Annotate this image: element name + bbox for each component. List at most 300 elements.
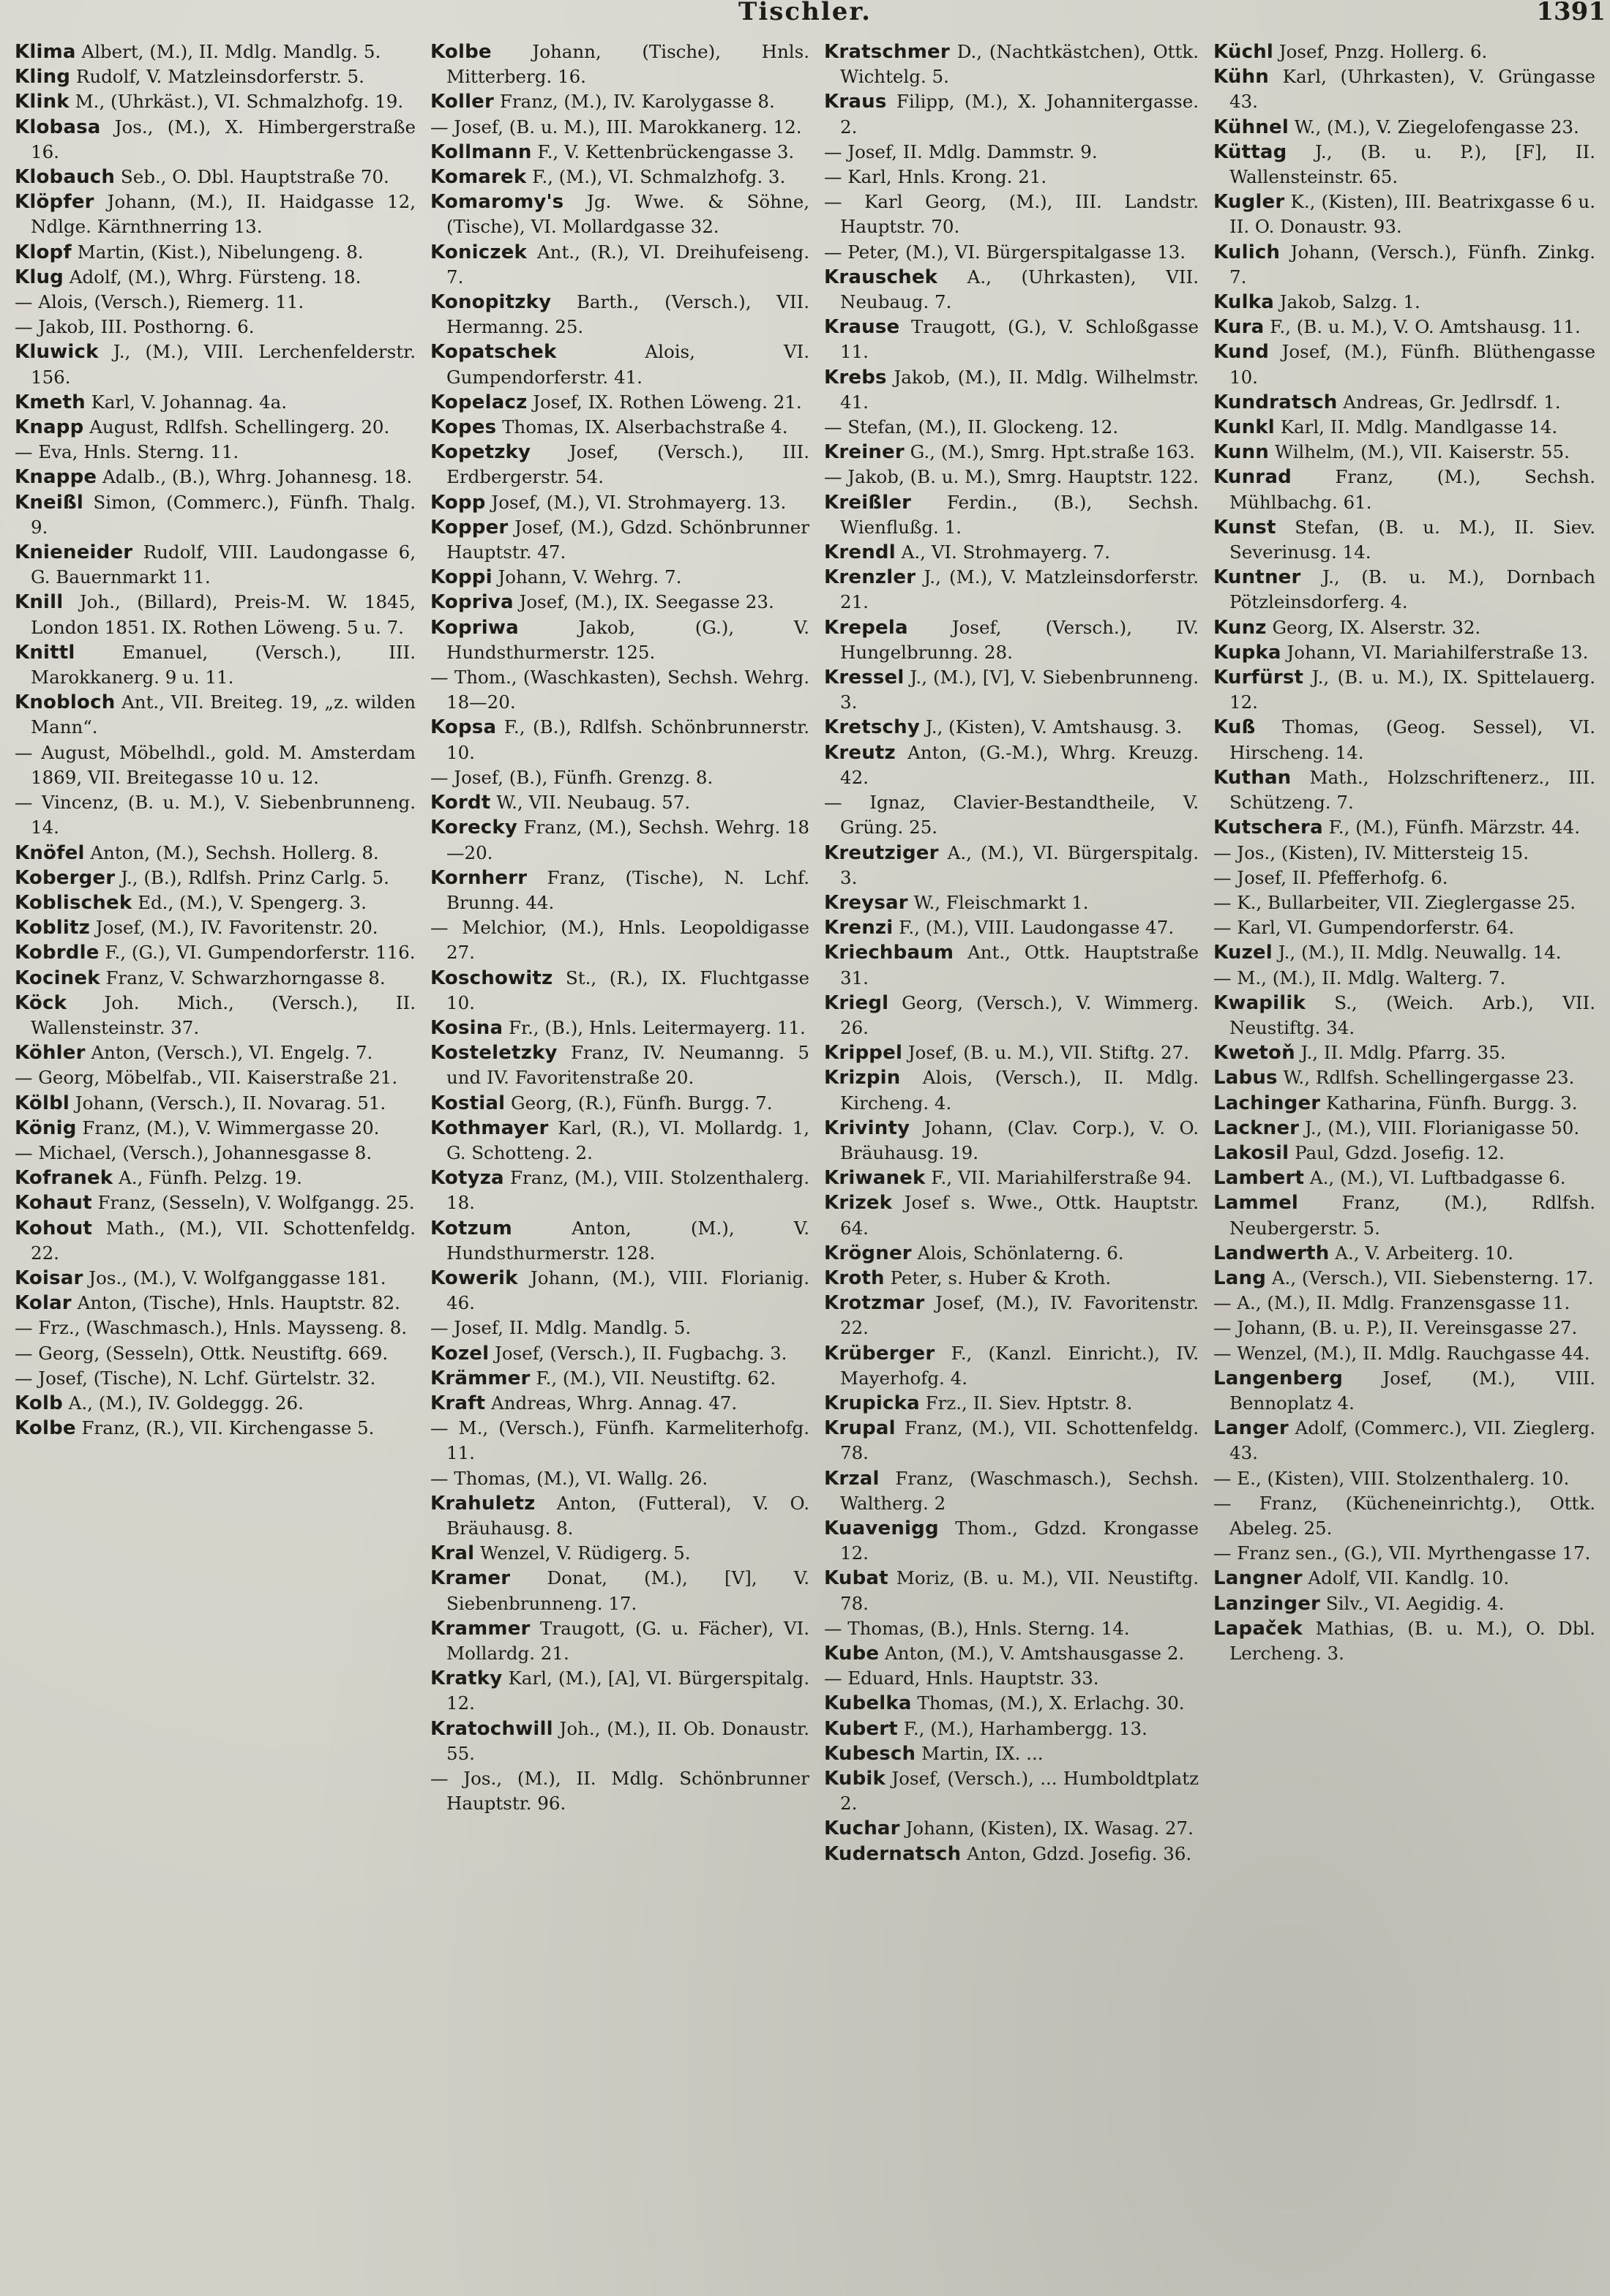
entry-details: Johann, VI. Mariahilferstraße 13.: [1281, 641, 1589, 663]
entry-details: Franz, (M.), VII. Schottenfeldg. 78.: [840, 1417, 1199, 1464]
directory-entry: [1213, 339, 1595, 389]
directory-entry: [15, 40, 416, 64]
entry-details: Josef, (M.), VIII. Bennoplatz 4.: [1229, 1367, 1595, 1414]
entry-name: Krebs: [824, 366, 887, 389]
entry-name: Kutschera: [1213, 817, 1323, 839]
directory-entry: [1213, 1065, 1595, 1090]
directory-entry: [824, 615, 1199, 665]
entry-name: Kuthan: [1213, 766, 1292, 789]
directory-entry: [824, 1391, 1199, 1416]
directory-entry: [1213, 290, 1595, 315]
directory-entry: [824, 1341, 1199, 1391]
entry-details: — Jakob, (B. u. M.), Smrg. Hauptstr. 122.: [824, 466, 1199, 488]
entry-name: Kudernatsch: [824, 1842, 962, 1865]
entry-name: Kopes: [430, 416, 497, 439]
directory-entry: [1213, 866, 1595, 890]
entry-name: Kuchar: [824, 1817, 900, 1840]
entry-details: Adolf, (M.), Whrg. Fürsteng. 18.: [63, 266, 362, 288]
entry-name: Köck: [15, 991, 67, 1014]
entry-name: Kopper: [430, 516, 509, 539]
directory-entry: [824, 1190, 1199, 1240]
directory-entry: [430, 1341, 809, 1366]
directory-entry: [430, 715, 809, 765]
entry-details: Karl, (Uhrkasten), V. Grüngasse 43.: [1229, 66, 1595, 113]
directory-entry: [1213, 465, 1595, 514]
entry-name: Kuzel: [1213, 942, 1273, 964]
entry-details: — August, Möbelhdl., gold. M. Amsterdam 1869, VII. Breitegasse 10 u. 12.: [15, 741, 416, 788]
entry-name: Kolbe: [15, 1417, 76, 1440]
directory-entry: [1213, 841, 1595, 866]
entry-name: Lanzinger: [1213, 1592, 1321, 1615]
entry-name: Krendl: [824, 541, 896, 564]
entry-details: W., VII. Neubaug. 57.: [490, 792, 691, 814]
entry-name: Krupicka: [824, 1392, 920, 1414]
directory-entry: [430, 1116, 809, 1166]
entry-details: Georg, (Versch.), V. Wimmerg. 26.: [840, 991, 1199, 1038]
entry-name: Kund: [1213, 341, 1270, 364]
directory-entry: [1213, 1190, 1595, 1240]
directory-entry: [430, 1491, 809, 1541]
entry-details: Andreas, Gr. Jedlrsdf. 1.: [1337, 391, 1561, 413]
entry-name: Kundratsch: [1213, 391, 1338, 413]
entry-name: Krivinty: [824, 1117, 910, 1139]
entry-details: J., (M.), VIII. Florianigasse 50.: [1299, 1117, 1580, 1138]
entry-details: Jg. Wwe. & Söhne, (Tische), VI. Mollardgasse 32.: [446, 191, 809, 238]
entry-details: — Jos., (M.), II. Mdlg. Schönbrunner Hauptstr. 96.: [430, 1768, 809, 1815]
directory-entry: [15, 640, 416, 690]
entry-details: Josef, (M.), Gdzd. Schönbrunner Hauptstr. 47.: [446, 516, 809, 563]
directory-entry: [430, 165, 809, 190]
entry-details: Ant., Ottk. Hauptstraße 31.: [840, 942, 1199, 988]
entry-details: Martin, (Kist.), Nibelungeng. 8.: [71, 241, 364, 263]
directory-entry: [824, 465, 1199, 489]
entry-name: Kopsa: [430, 716, 497, 739]
entry-details: A., V. Arbeiterg. 10.: [1329, 1242, 1513, 1264]
entry-name: Krepela: [824, 616, 908, 639]
directory-entry: [15, 740, 416, 790]
entry-name: Kuntner: [1213, 566, 1301, 589]
entry-details: Josef, (B. u. M.), VII. Stiftg. 27.: [902, 1042, 1189, 1064]
directory-entry: [824, 1266, 1199, 1291]
directory-entry: [1213, 565, 1595, 615]
entry-details: Josef, (M.), VI. Strohmayerg. 13.: [485, 491, 787, 513]
directory-entry: [824, 165, 1199, 190]
directory-entry: [1213, 64, 1595, 114]
directory-entry: [824, 1241, 1199, 1266]
entry-name: Krauschek: [824, 266, 938, 288]
directory-entry: [824, 1116, 1199, 1166]
entry-details: A., VI. Strohmayerg. 7.: [895, 541, 1111, 563]
entry-details: Anton, (Futteral), V. O. Bräuhausg. 8.: [446, 1492, 809, 1539]
entry-details: J., (M.), II. Mdlg. Neuwallg. 14.: [1272, 942, 1562, 964]
directory-entry: [824, 315, 1199, 364]
entry-name: Labus: [1213, 1067, 1278, 1089]
directory-entry: [430, 89, 809, 114]
entry-name: Kopelacz: [430, 391, 528, 413]
directory-entry: [824, 841, 1199, 890]
entry-details: F., (B. u. M.), V. O. Amtshausg. 11.: [1264, 316, 1581, 338]
directory-entry: [1213, 115, 1595, 140]
entry-details: Math., Holzschriftenerz., III. Schützeng. 7.: [1229, 766, 1595, 814]
directory-entry: [1213, 765, 1595, 815]
entry-name: Kriechbaum: [824, 942, 954, 964]
directory-entry: [824, 1466, 1199, 1516]
directory-entry: [15, 991, 416, 1040]
entry-details: Simon, (Commerc.), Fünfh. Thalg. 9.: [31, 491, 416, 538]
entry-details: — Stefan, (M.), II. Glockeng. 12.: [824, 416, 1119, 438]
entry-details: — Wenzel, (M.), II. Mdlg. Rauchgasse 44.: [1213, 1342, 1590, 1364]
entry-details: — Johann, (B. u. P.), II. Vereinsgasse 27.: [1213, 1317, 1578, 1339]
entry-details: Johann, (Clav. Corp.), V. O. Bräuhausg. 19.: [840, 1117, 1199, 1163]
entry-name: Kosina: [430, 1016, 503, 1039]
entry-name: Lackner: [1213, 1117, 1300, 1139]
directory-entry: [430, 790, 809, 815]
directory-entry: [1213, 665, 1595, 715]
entry-details: F., (M.), VI. Schmalzhofg. 3.: [526, 166, 786, 188]
entry-name: Kurfürst: [1213, 667, 1304, 689]
entry-name: Kostial: [430, 1092, 506, 1114]
entry-details: Josef, (Versch.), II. Fugbachg. 3.: [489, 1342, 787, 1364]
entry-details: Karl, V. Johannag. 4a.: [85, 391, 287, 413]
directory-entry: [15, 1391, 416, 1416]
entry-details: S., (Weich. Arb.), VII. Neustiftg. 34.: [1229, 991, 1595, 1038]
entry-details: Donat, (M.), [V], V. Siebenbrunneng. 17.: [446, 1567, 809, 1614]
directory-entry: [15, 465, 416, 489]
entry-name: Knobloch: [15, 691, 116, 714]
entry-details: Moriz, (B. u. M.), VII. Neustiftg. 78.: [840, 1567, 1199, 1614]
directory-entry: [15, 1266, 416, 1291]
entry-details: Paul, Gdzd. Josefig. 12.: [1289, 1141, 1505, 1163]
directory-entry: [15, 1040, 416, 1065]
directory-entry: [430, 440, 809, 489]
directory-entry: [824, 1516, 1199, 1566]
directory-entry: [1213, 1316, 1595, 1340]
entry-name: Kofranek: [15, 1167, 113, 1190]
directory-entry: [1213, 890, 1595, 915]
directory-entry: [824, 1717, 1199, 1741]
directory-entry: [1213, 190, 1595, 239]
directory-entry: [824, 1040, 1199, 1065]
entry-name: Kopriwa: [430, 616, 519, 639]
entry-name: Koniczek: [430, 241, 528, 263]
directory-entry: [824, 1741, 1199, 1766]
entry-details: J., (B. u. M.), IX. Spittelauerg. 12.: [1229, 667, 1595, 713]
entry-details: Ant., VII. Breiteg. 19, „z. wilden Mann“.: [31, 691, 416, 738]
entry-details: Alois, VI. Gumpendorferstr. 41.: [446, 341, 809, 388]
directory-entry: [430, 1717, 809, 1766]
entry-name: Krizpin: [824, 1067, 901, 1089]
entry-details: — Thomas, (M.), VI. Wallg. 26.: [430, 1467, 708, 1489]
directory-entry: [430, 1016, 809, 1040]
entry-details: Karl, II. Mdlg. Mandlgasse 14.: [1274, 416, 1558, 438]
directory-entry: [1213, 1341, 1595, 1366]
directory-entry: [430, 290, 809, 339]
entry-details: — M., (Versch.), Fünfh. Karmeliterhofg. 11.: [430, 1417, 809, 1464]
entry-details: — Franz sen., (G.), VII. Myrthengasse 17.: [1213, 1542, 1591, 1564]
entry-details: Jos., (M.), V. Wolfganggasse 181.: [83, 1267, 386, 1288]
entry-name: Krämmer: [430, 1367, 531, 1389]
directory-entry: [824, 1816, 1199, 1841]
entry-details: Emanuel, (Versch.), III. Marokkanerg. 9 u. 11.: [31, 641, 416, 689]
entry-details: Anton, (M.), V. Hundsthurmerstr. 128.: [446, 1217, 809, 1264]
entry-name: Knittl: [15, 641, 75, 664]
entry-details: — Michael, (Versch.), Johannesgasse 8.: [15, 1141, 372, 1163]
entry-name: Krizek: [824, 1192, 893, 1215]
directory-entry: [15, 690, 416, 740]
entry-details: — Karl, Hnls. Krong. 21.: [824, 166, 1047, 188]
directory-entry: [430, 765, 809, 790]
directory-entry: [824, 1166, 1199, 1190]
entry-name: Kunz: [1213, 616, 1267, 639]
entry-details: Andreas, Whrg. Annag. 47.: [485, 1392, 738, 1414]
entry-name: Kwetoň: [1213, 1042, 1295, 1065]
directory-entry: [824, 1766, 1199, 1816]
entry-name: Koppi: [430, 566, 493, 589]
entry-details: W., Fleischmarkt 1.: [907, 891, 1089, 913]
directory-entry: [824, 1566, 1199, 1616]
entry-details: Thom., Gdzd. Krongasse 12.: [840, 1517, 1199, 1564]
directory-entry: [430, 665, 809, 715]
entry-details: A., (M.), IV. Goldeggg. 26.: [62, 1392, 304, 1414]
entry-name: Küttag: [1213, 140, 1287, 163]
entry-details: Anton, (Versch.), VI. Engelg. 7.: [85, 1042, 373, 1064]
directory-entry: [15, 866, 416, 890]
entry-details: Josef, (Versch.), IV. Hungelbrunng. 28.: [840, 616, 1199, 663]
entry-details: — Georg, (Sesseln), Ottk. Neustiftg. 669.: [15, 1342, 389, 1364]
directory-entry: [15, 440, 416, 465]
entry-name: Kotzum: [430, 1217, 512, 1239]
entry-details: — E., (Kisten), VIII. Stolzenthalerg. 10.: [1213, 1467, 1570, 1489]
entry-details: — Karl Georg, (M.), III. Landstr. Hauptstr. 70.: [824, 191, 1199, 238]
entry-details: — Alois, (Versch.), Riemerg. 11.: [15, 291, 304, 313]
directory-entry: [824, 790, 1199, 840]
directory-entry: [430, 1616, 809, 1666]
directory-entry: [1213, 1266, 1595, 1291]
directory-entry: [430, 415, 809, 440]
directory-entry: [430, 1416, 809, 1466]
entry-details: Franz, (Tische), N. Lchf. Brunng. 44.: [446, 866, 809, 913]
entry-name: Kratschmer: [824, 41, 950, 63]
entry-details: Franz, (R.), VII. Kirchengasse 5.: [75, 1417, 375, 1439]
directory-entry: [15, 590, 416, 639]
entry-details: — Franz, (Kücheneinrichtg.), Ottk. Abeleg. 25.: [1213, 1492, 1595, 1539]
entry-details: — M., (M.), II. Mdlg. Walterg. 7.: [1213, 967, 1506, 988]
entry-details: Franz, (Waschmasch.), Sechsh. Waltherg. 2: [840, 1467, 1199, 1514]
entry-details: Joh., (M.), II. Ob. Donaustr. 55.: [446, 1717, 809, 1764]
entry-name: Kulka: [1213, 291, 1274, 314]
directory-entry: [1213, 515, 1595, 565]
entry-details: J., (Kisten), V. Amtshausg. 3.: [919, 716, 1183, 738]
entry-details: J., (M.), V. Matzleinsdorferstr. 21.: [840, 566, 1199, 613]
entry-details: Wilhelm, (M.), VII. Kaiserstr. 55.: [1269, 441, 1570, 463]
entry-details: Adolf, VII. Kandlg. 10.: [1302, 1567, 1510, 1589]
entry-details: — Melchior, (M.), Hnls. Leopoldigasse 27.: [430, 917, 809, 964]
entry-name: Kopetzky: [430, 441, 531, 464]
entry-details: F., VII. Mariahilferstraße 94.: [925, 1167, 1192, 1189]
entry-name: Kohout: [15, 1217, 93, 1239]
entry-name: Klöpfer: [15, 191, 94, 214]
directory-entry: [824, 1291, 1199, 1340]
directory-entry: [430, 1566, 809, 1616]
entry-details: Traugott, (G.), V. Schloßgasse 11.: [840, 316, 1199, 363]
directory-entry: [430, 565, 809, 590]
entry-details: Georg, (R.), Fünfh. Burgg. 7.: [505, 1092, 773, 1114]
entry-name: Krenzi: [824, 917, 894, 939]
entry-name: Klobauch: [15, 166, 116, 189]
directory-entry: [15, 890, 416, 915]
directory-entry: [15, 490, 416, 540]
entry-details: — Karl, VI. Gumpendorferstr. 64.: [1213, 917, 1515, 939]
entry-name: Kubik: [824, 1768, 886, 1790]
entry-details: G., (M.), Smrg. Hpt.straße 163.: [904, 441, 1195, 463]
directory-entry: [430, 1091, 809, 1116]
entry-name: Kubesch: [824, 1742, 916, 1765]
entry-name: Langenberg: [1213, 1367, 1344, 1389]
directory-entry: [15, 841, 416, 866]
entry-name: Lachinger: [1213, 1092, 1321, 1114]
directory-entry: [430, 115, 809, 140]
directory-entry: [824, 565, 1199, 615]
directory-entry: [1213, 1566, 1595, 1591]
directory-columns: [15, 40, 1597, 2286]
column-3: [824, 40, 1199, 2286]
entry-name: Kraft: [430, 1392, 486, 1414]
entry-details: Martin, IX. ...: [916, 1742, 1044, 1764]
entry-name: Koberger: [15, 866, 116, 889]
entry-name: Kreutziger: [824, 841, 939, 864]
entry-details: — Thom., (Waschkasten), Sechsh. Wehrg. 18—20.: [430, 667, 809, 713]
entry-details: Thomas, (Geog. Sessel), VI. Hirscheng. 14.: [1229, 716, 1595, 763]
directory-entry: [430, 1316, 809, 1340]
directory-entry: [15, 966, 416, 991]
entry-details: Johann, V. Wehrg. 7.: [492, 566, 682, 588]
directory-entry: [824, 1065, 1199, 1115]
entry-details: Josef, (M.), IV. Favoritenstr. 20.: [89, 917, 378, 939]
entry-details: Franz, (M.), VIII. Stolzenthalerg. 18.: [446, 1167, 809, 1214]
directory-entry: [824, 440, 1199, 465]
entry-details: Josef, (M.), IX. Seegasse 23.: [513, 591, 774, 613]
directory-entry: [15, 1416, 416, 1441]
directory-entry: [1213, 390, 1595, 415]
entry-details: Johann, (Versch.), Fünfh. Zinkg. 7.: [1229, 241, 1595, 288]
directory-entry: [15, 240, 416, 265]
directory-entry: [15, 390, 416, 415]
directory-entry: [1213, 315, 1595, 339]
entry-name: Kluwick: [15, 341, 99, 364]
directory-entry: [15, 1190, 416, 1215]
entry-details: Josef, (Versch.), ... Humboldtplatz 2.: [840, 1768, 1199, 1815]
entry-details: F., (B.), Rdlfsh. Schönbrunnerstr. 10.: [446, 716, 809, 763]
entry-details: Josef s. Wwe., Ottk. Hauptstr. 64.: [840, 1192, 1199, 1239]
entry-name: Krause: [824, 316, 900, 339]
entry-details: Adalb., (B.), Whrg. Johannesg. 18.: [97, 466, 413, 488]
directory-entry: [430, 515, 809, 565]
entry-name: Krüberger: [824, 1342, 935, 1365]
entry-name: Klima: [15, 41, 76, 63]
entry-name: Kube: [824, 1643, 880, 1665]
directory-entry: [430, 1391, 809, 1416]
entry-details: Anton, (M.), Sechsh. Hollerg. 8.: [84, 841, 379, 863]
entry-name: Küchl: [1213, 41, 1274, 63]
entry-name: Kwapilik: [1213, 991, 1306, 1014]
entry-details: Alois, (Versch.), II. Mdlg. Kircheng. 4.: [840, 1067, 1199, 1114]
directory-entry: [430, 1466, 809, 1491]
entry-name: Lambert: [1213, 1167, 1305, 1190]
entry-name: Klopf: [15, 241, 72, 263]
entry-details: Seb., O. Dbl. Hauptstraße 70.: [115, 166, 389, 188]
entry-name: Koblitz: [15, 917, 90, 939]
entry-name: Klug: [15, 266, 64, 288]
directory-entry: [15, 290, 416, 315]
directory-entry: [824, 140, 1199, 165]
entry-details: Thomas, (M.), X. Erlachg. 30.: [911, 1692, 1185, 1714]
entry-details: — K., Bullarbeiter, VII. Zieglergasse 25.: [1213, 891, 1576, 913]
entry-name: König: [15, 1117, 77, 1139]
entry-details: — Josef, II. Pfefferhofg. 6.: [1213, 866, 1448, 888]
entry-name: Krögner: [824, 1242, 912, 1264]
entry-name: Kretschy: [824, 716, 920, 739]
entry-details: Jakob, Salzg. 1.: [1273, 291, 1420, 313]
directory-entry: [15, 339, 416, 389]
entry-details: Georg, IX. Alserstr. 32.: [1266, 616, 1481, 638]
entry-name: Kubat: [824, 1567, 888, 1590]
directory-entry: [1213, 240, 1595, 290]
entry-details: A., (M.), VI. Bürgerspitalg. 3.: [840, 841, 1199, 888]
directory-entry: [1213, 1291, 1595, 1316]
directory-entry: [430, 1216, 809, 1266]
entry-name: Klobasa: [15, 116, 101, 138]
directory-entry: [15, 540, 416, 590]
entry-details: Traugott, (G. u. Fächer), VI. Mollardg. 21.: [446, 1617, 809, 1664]
directory-entry: [1213, 940, 1595, 965]
entry-name: Kuß: [1213, 716, 1256, 739]
directory-entry: [1213, 415, 1595, 440]
directory-entry: [430, 966, 809, 1016]
entry-name: Kraus: [824, 91, 887, 113]
directory-entry: [15, 165, 416, 190]
entry-details: Alois, Schönlaterng. 6.: [911, 1242, 1124, 1264]
entry-name: Langer: [1213, 1417, 1289, 1440]
directory-entry: [430, 1366, 809, 1391]
entry-name: Krammer: [430, 1617, 531, 1640]
directory-entry: [430, 1266, 809, 1316]
entry-details: — Jos., (Kisten), IV. Mittersteig 15.: [1213, 841, 1529, 863]
directory-entry: [430, 190, 809, 239]
entry-details: — Eva, Hnls. Sterng. 11.: [15, 441, 239, 463]
directory-entry: [430, 1040, 809, 1090]
entry-details: Josef, (Versch.), III. Erdbergerstr. 54.: [446, 441, 809, 488]
entry-details: Katharina, Fünfh. Burgg. 3.: [1320, 1092, 1578, 1114]
entry-details: Franz, (Sesseln), V. Wolfgangg. 25.: [91, 1192, 415, 1214]
entry-name: Kolb: [15, 1392, 63, 1414]
entry-details: August, Rdlfsh. Schellingerg. 20.: [83, 416, 390, 438]
entry-details: J., (B.), Rdlfsh. Prinz Carlg. 5.: [115, 866, 389, 888]
entry-name: Konopitzky: [430, 291, 552, 314]
directory-entry: [430, 339, 809, 389]
entry-name: Kneißl: [15, 491, 84, 514]
entry-name: Kulich: [1213, 241, 1281, 263]
entry-details: F., (M.), VII. Neustiftg. 62.: [530, 1367, 776, 1389]
entry-name: Krupal: [824, 1417, 896, 1440]
entry-name: Korecky: [430, 817, 518, 839]
directory-entry: [430, 40, 809, 89]
entry-name: Kreiner: [824, 441, 905, 464]
entry-details: Anton, (G.-M.), Whrg. Kreuzg. 42.: [840, 741, 1199, 788]
column-2: [430, 40, 809, 2286]
entry-details: F., (G.), VI. Gumpendorferstr. 116.: [99, 942, 416, 964]
entry-details: Barth., (Versch.), VII. Hermanng. 25.: [446, 291, 809, 338]
page-number: 1391: [1536, 0, 1606, 26]
